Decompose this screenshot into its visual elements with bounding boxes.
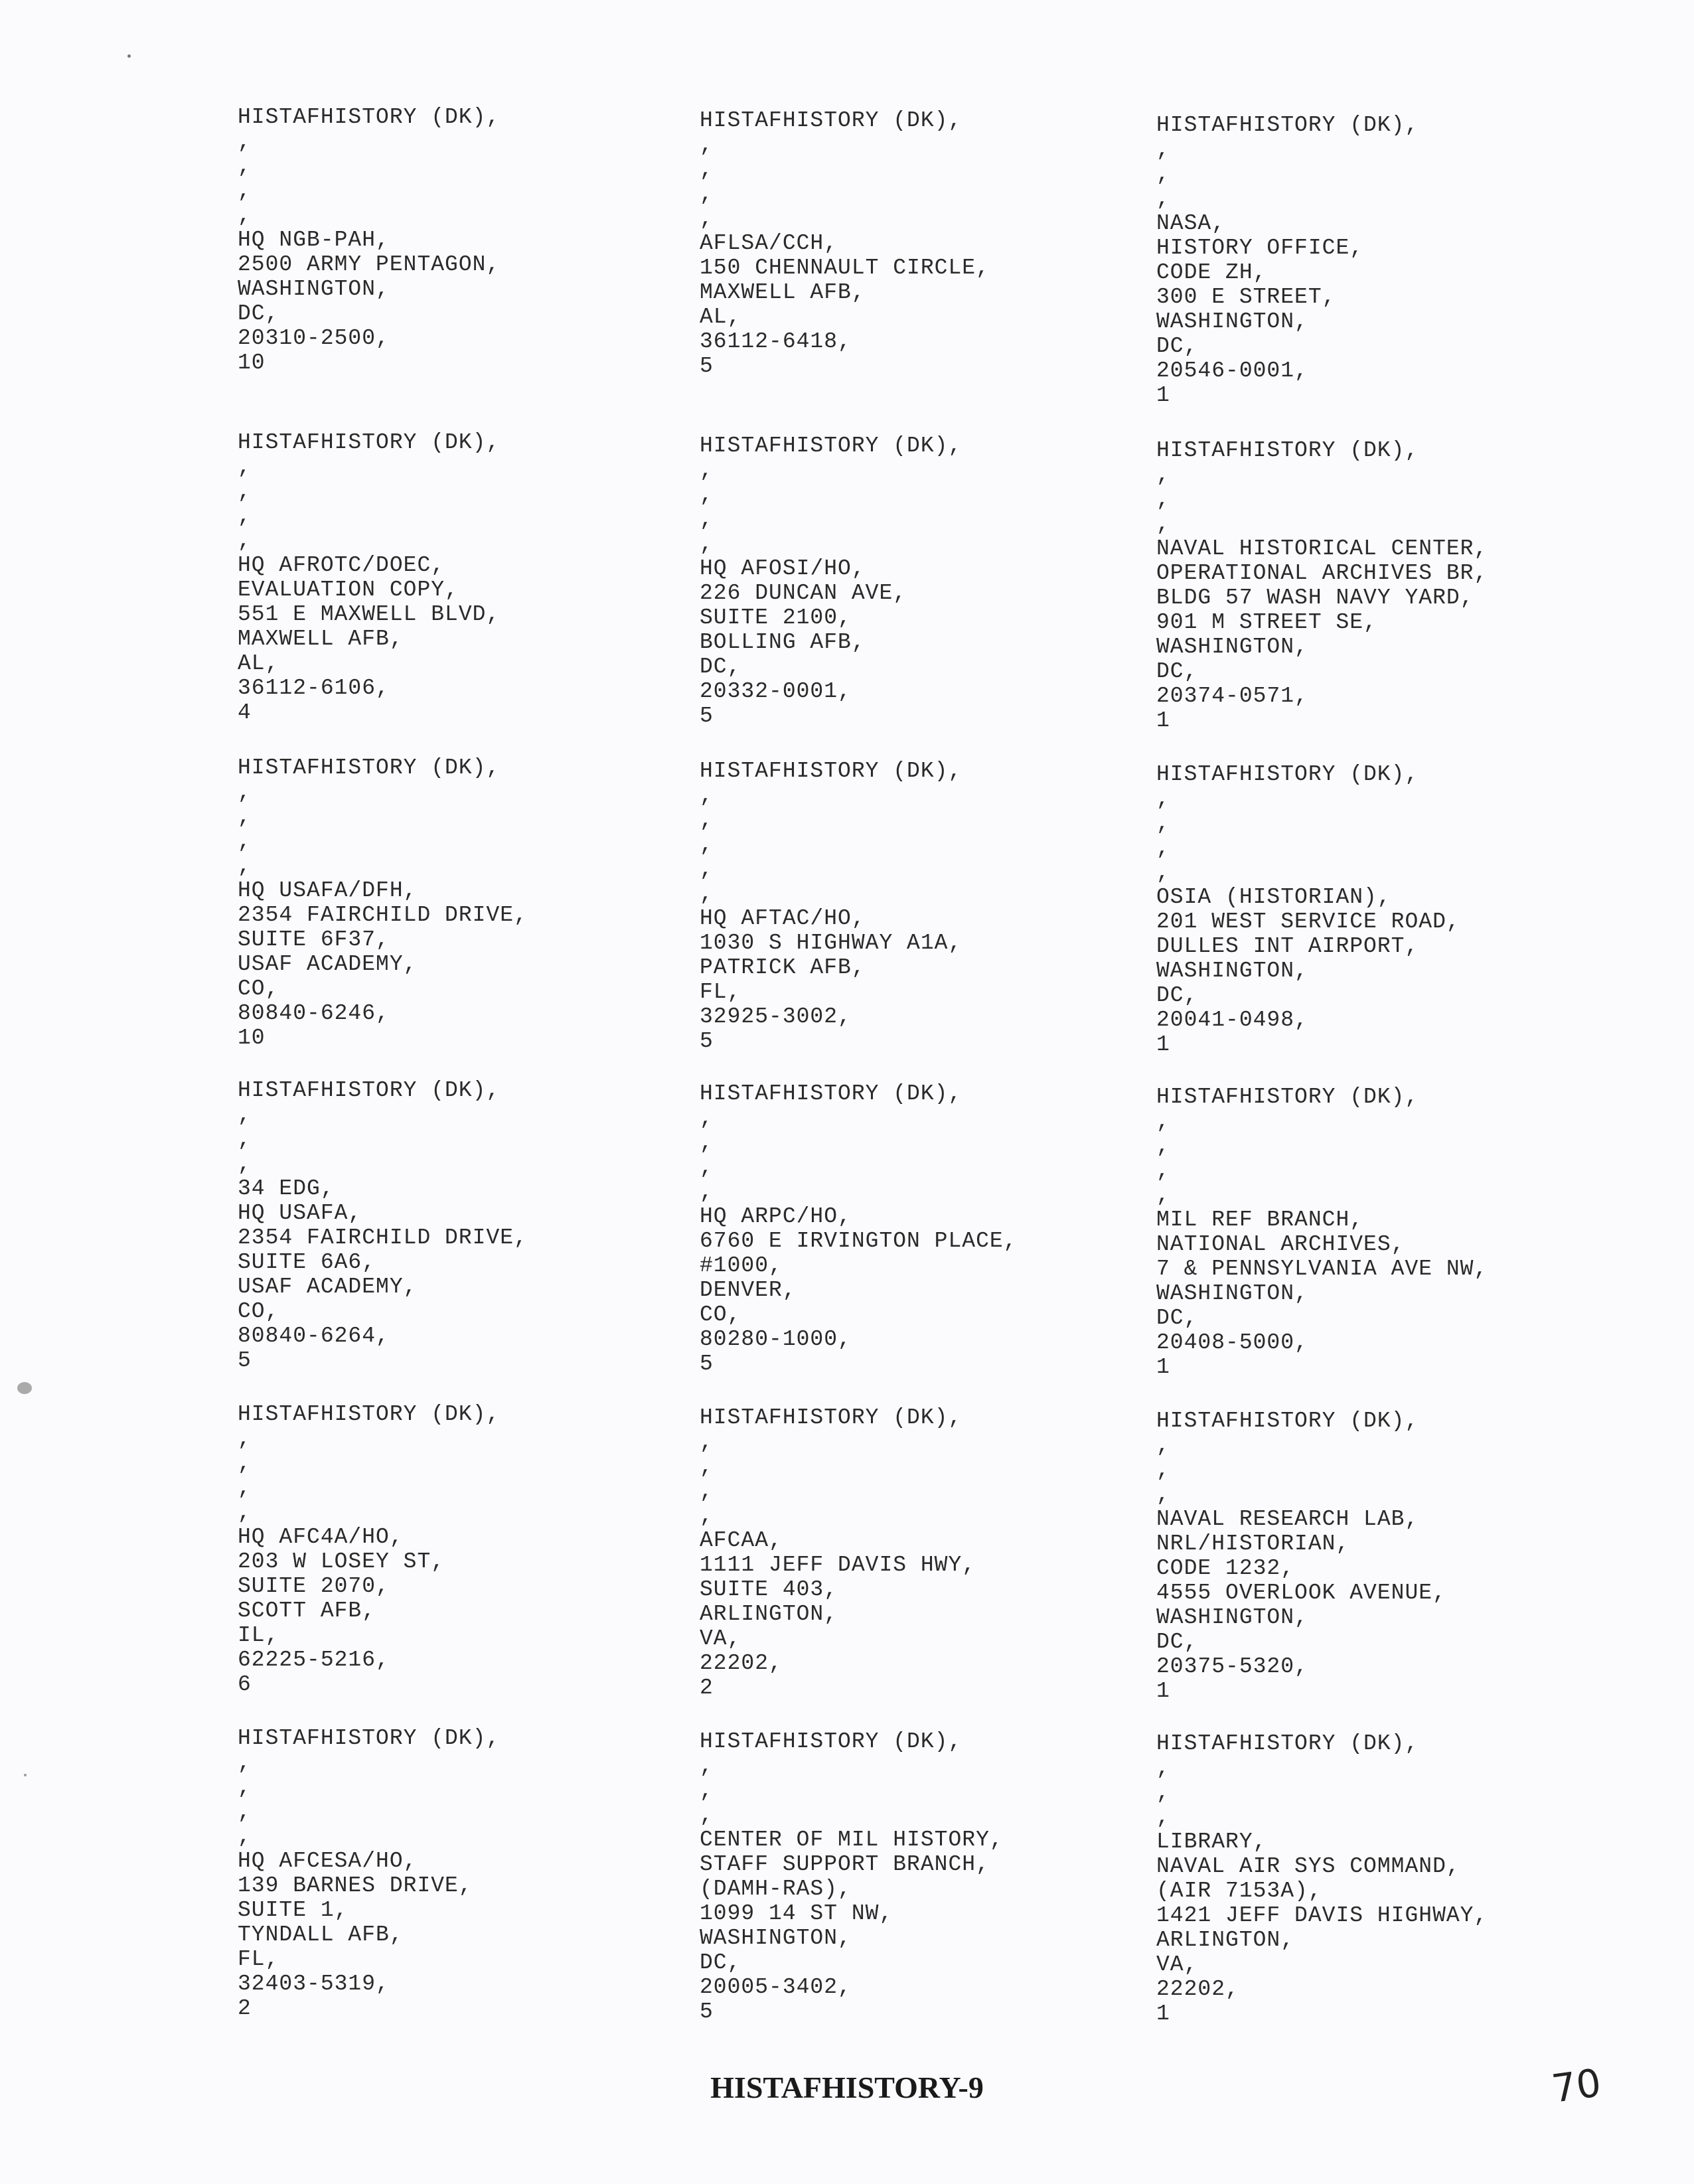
- address-line: DULLES INT AIRPORT,: [1156, 934, 1419, 959]
- address-line: 1: [1156, 708, 1170, 733]
- address-header: HISTAFHISTORY (DK),: [238, 1078, 501, 1103]
- address-line: 80840-6246,: [238, 1001, 390, 1026]
- address-block: [700, 108, 1164, 378]
- address-line: HQ AFOSI/HO,: [700, 556, 866, 581]
- address-line: 80280-1000,: [700, 1327, 852, 1352]
- address-line: ,: [238, 504, 252, 528]
- address-line: WASHINGTON,: [1156, 959, 1308, 983]
- address-line: 201 WEST SERVICE ROAD,: [1156, 909, 1460, 934]
- address-line: 80840-6264,: [238, 1324, 390, 1348]
- address-line: FL,: [238, 1947, 279, 1972]
- address-line: DC,: [1156, 1630, 1198, 1654]
- address-line: 1: [1156, 2001, 1170, 2026]
- address-header: HISTAFHISTORY (DK),: [700, 108, 963, 133]
- address-line: ,: [1156, 860, 1170, 885]
- address-line: 1111 JEFF DAVIS HWY,: [700, 1553, 976, 1577]
- address-line: ,: [700, 532, 714, 556]
- address-line: WASHINGTON,: [700, 1926, 852, 1950]
- address-line: 10: [238, 1026, 266, 1050]
- address-line: WASHINGTON,: [1156, 635, 1308, 659]
- address-line: ,: [238, 129, 252, 154]
- address-line: HQ AFTAC/HO,: [700, 906, 866, 931]
- address-header: HISTAFHISTORY (DK),: [700, 1081, 963, 1106]
- address-line: VA,: [1156, 1952, 1198, 1977]
- address-header: HISTAFHISTORY (DK),: [700, 433, 963, 458]
- address-line: NASA,: [1156, 211, 1226, 236]
- address-line: DC,: [1156, 983, 1198, 1008]
- address-line: ,: [1156, 1183, 1170, 1208]
- address-header: HISTAFHISTORY (DK),: [1156, 1731, 1419, 1756]
- address-line: 20041-0498,: [1156, 1008, 1308, 1032]
- address-line: MAXWELL AFB,: [700, 280, 866, 305]
- address-line: NRL/HISTORIAN,: [1156, 1531, 1350, 1556]
- address-block: [700, 1405, 1164, 1700]
- address-line: ,: [700, 1180, 714, 1204]
- address-line: 1030 S HIGHWAY A1A,: [700, 931, 963, 955]
- address-block: [238, 1402, 702, 1697]
- address-line: 300 E STREET,: [1156, 285, 1336, 309]
- address-line: DC,: [1156, 334, 1198, 358]
- address-line: ,: [700, 182, 714, 206]
- address-header: HISTAFHISTORY (DK),: [1156, 1409, 1419, 1433]
- address-block: [238, 105, 702, 375]
- address-line: 4555 OVERLOOK AVENUE,: [1156, 1581, 1446, 1605]
- address-line: EVALUATION COPY,: [238, 578, 459, 602]
- address-line: HQ USAFA/DFH,: [238, 878, 418, 903]
- address-header: HISTAFHISTORY (DK),: [1156, 438, 1419, 463]
- address-header: HISTAFHISTORY (DK),: [1156, 113, 1419, 137]
- address-header: HISTAFHISTORY (DK),: [238, 105, 501, 129]
- address-line: NAVAL RESEARCH LAB,: [1156, 1507, 1419, 1531]
- address-line: ,: [238, 528, 252, 553]
- address-line: USAF ACADEMY,: [238, 1275, 418, 1299]
- address-line: 5: [238, 1348, 252, 1373]
- address-line: VA,: [700, 1626, 741, 1651]
- address-line: ,: [1156, 187, 1170, 211]
- address-block: [700, 433, 1164, 728]
- address-line: HISTORY OFFICE,: [1156, 236, 1364, 260]
- address-line: SUITE 403,: [700, 1577, 838, 1602]
- address-line: HQ AFC4A/HO,: [238, 1525, 404, 1549]
- address-line: MAXWELL AFB,: [238, 627, 404, 651]
- address-line: WASHINGTON,: [238, 277, 390, 301]
- address-line: ,: [1156, 137, 1170, 162]
- address-line: WASHINGTON,: [1156, 1605, 1308, 1630]
- address-line: CENTER OF MIL HISTORY,: [700, 1828, 1004, 1852]
- address-line: ,: [700, 1155, 714, 1180]
- address-line: ,: [1156, 162, 1170, 187]
- address-block: [1156, 113, 1621, 408]
- address-line: DC,: [700, 655, 741, 679]
- address-line: ,: [1156, 836, 1170, 860]
- address-line: 20374-0571,: [1156, 684, 1308, 708]
- address-line: ,: [700, 882, 714, 906]
- address-line: HQ NGB-PAH,: [238, 228, 390, 252]
- address-line: NATIONAL ARCHIVES,: [1156, 1232, 1405, 1257]
- address-line: CO,: [700, 1302, 741, 1327]
- scan-speck: [24, 1774, 27, 1776]
- address-line: 34 EDG,: [238, 1176, 335, 1201]
- address-line: 2500 ARMY PENTAGON,: [238, 252, 501, 277]
- address-line: WASHINGTON,: [1156, 309, 1308, 334]
- address-line: ,: [700, 206, 714, 231]
- address-line: 2354 FAIRCHILD DRIVE,: [238, 1225, 528, 1250]
- address-line: 1421 JEFF DAVIS HIGHWAY,: [1156, 1903, 1488, 1928]
- address-line: SUITE 6F37,: [238, 927, 390, 952]
- address-line: ,: [700, 1454, 714, 1479]
- address-line: FL,: [700, 980, 741, 1004]
- address-line: ,: [1156, 1805, 1170, 1830]
- address-line: (DAMH-RAS),: [700, 1877, 852, 1901]
- address-line: 1099 14 ST NW,: [700, 1901, 893, 1926]
- address-block: [1156, 438, 1621, 733]
- address-line: ,: [238, 805, 252, 829]
- address-line: ,: [700, 832, 714, 857]
- address-line: 20408-5000,: [1156, 1330, 1308, 1355]
- address-line: ,: [238, 1751, 252, 1775]
- address-line: ,: [1156, 463, 1170, 487]
- address-line: 5: [700, 354, 714, 378]
- address-line: AFLSA/CCH,: [700, 231, 838, 256]
- address-line: ,: [1156, 487, 1170, 512]
- address-line: STAFF SUPPORT BRANCH,: [700, 1852, 990, 1877]
- address-line: ,: [700, 483, 714, 507]
- address-line: 22202,: [1156, 1977, 1239, 2001]
- address-line: 139 BARNES DRIVE,: [238, 1873, 473, 1898]
- address-line: ,: [700, 1504, 714, 1528]
- address-line: ,: [1156, 512, 1170, 536]
- address-line: ,: [238, 854, 252, 878]
- address-line: ,: [700, 857, 714, 882]
- address-line: ,: [1156, 1458, 1170, 1482]
- address-line: ,: [700, 1803, 714, 1828]
- address-line: 150 CHENNAULT CIRCLE,: [700, 256, 990, 280]
- address-line: 5: [700, 704, 714, 728]
- address-line: CO,: [238, 1299, 279, 1324]
- address-line: ,: [238, 1152, 252, 1176]
- address-line: ,: [1156, 811, 1170, 836]
- address-line: (AIR 7153A),: [1156, 1879, 1322, 1903]
- address-line: IL,: [238, 1623, 279, 1648]
- address-block: [238, 1078, 702, 1373]
- scan-speck: [17, 1382, 32, 1394]
- address-line: 20375-5320,: [1156, 1654, 1308, 1679]
- address-line: ,: [238, 780, 252, 805]
- address-block: [1156, 1731, 1621, 2026]
- address-line: 1: [1156, 1032, 1170, 1057]
- address-block: [238, 430, 702, 725]
- scan-speck: [127, 54, 131, 58]
- address-block: [1156, 1409, 1621, 1703]
- address-header: HISTAFHISTORY (DK),: [700, 759, 963, 783]
- address-line: 2: [238, 1996, 252, 2021]
- address-line: 5: [700, 1029, 714, 1053]
- address-line: ,: [700, 458, 714, 483]
- address-line: ,: [1156, 1158, 1170, 1183]
- address-line: ,: [238, 455, 252, 479]
- address-line: 1: [1156, 383, 1170, 408]
- address-line: OPERATIONAL ARCHIVES BR,: [1156, 561, 1488, 585]
- address-block: [238, 1726, 702, 2021]
- address-block: [700, 1729, 1164, 2024]
- address-line: ,: [238, 1476, 252, 1500]
- address-line: 5: [700, 1999, 714, 2024]
- address-line: 901 M STREET SE,: [1156, 610, 1377, 635]
- address-line: ,: [238, 1800, 252, 1824]
- address-line: 551 E MAXWELL BLVD,: [238, 602, 501, 627]
- address-line: ,: [700, 1479, 714, 1504]
- address-line: SUITE 2070,: [238, 1574, 390, 1599]
- address-line: SUITE 2100,: [700, 605, 852, 630]
- address-line: ,: [1156, 1134, 1170, 1158]
- address-line: ,: [1156, 1482, 1170, 1507]
- address-line: ,: [700, 1778, 714, 1803]
- address-line: DC,: [1156, 1306, 1198, 1330]
- address-line: 5: [700, 1352, 714, 1376]
- address-line: SUITE 1,: [238, 1898, 348, 1922]
- address-line: BOLLING AFB,: [700, 630, 866, 655]
- address-line: ,: [238, 154, 252, 179]
- address-line: ,: [238, 203, 252, 228]
- address-line: 20310-2500,: [238, 326, 390, 351]
- address-line: 36112-6418,: [700, 329, 852, 354]
- address-line: ,: [238, 829, 252, 854]
- address-line: 10: [238, 351, 266, 375]
- address-line: ,: [700, 808, 714, 832]
- address-line: ,: [700, 507, 714, 532]
- address-line: 226 DUNCAN AVE,: [700, 581, 907, 605]
- address-line: WASHINGTON,: [1156, 1281, 1308, 1306]
- address-line: DC,: [1156, 659, 1198, 684]
- address-block: [700, 1081, 1164, 1376]
- address-line: HQ ARPC/HO,: [700, 1204, 852, 1229]
- address-line: ,: [700, 783, 714, 808]
- address-line: 32925-3002,: [700, 1004, 852, 1029]
- address-line: ,: [238, 1103, 252, 1127]
- address-line: HQ USAFA,: [238, 1201, 362, 1225]
- address-line: ARLINGTON,: [700, 1602, 838, 1626]
- address-line: ,: [700, 157, 714, 182]
- page-footer-title: HISTAFHISTORY-9: [710, 2070, 984, 2104]
- address-line: SUITE 6A6,: [238, 1250, 376, 1275]
- address-line: 20005-3402,: [700, 1975, 852, 1999]
- address-line: DC,: [700, 1950, 741, 1975]
- address-line: #1000,: [700, 1253, 783, 1278]
- address-line: OSIA (HISTORIAN),: [1156, 885, 1391, 909]
- address-line: ,: [238, 1775, 252, 1800]
- address-line: CODE ZH,: [1156, 260, 1267, 285]
- address-line: 203 W LOSEY ST,: [238, 1549, 445, 1574]
- address-line: ,: [238, 1427, 252, 1451]
- address-line: ,: [700, 1131, 714, 1155]
- address-line: ,: [238, 1824, 252, 1849]
- address-line: 6: [238, 1672, 252, 1697]
- address-line: DENVER,: [700, 1278, 797, 1302]
- address-line: DC,: [238, 301, 279, 326]
- address-line: BLDG 57 WASH NAVY YARD,: [1156, 585, 1474, 610]
- address-line: ,: [1156, 1756, 1170, 1780]
- address-header: HISTAFHISTORY (DK),: [238, 1726, 501, 1751]
- address-line: ,: [700, 1106, 714, 1131]
- address-line: 7 & PENNSYLVANIA AVE NW,: [1156, 1257, 1488, 1281]
- address-line: ,: [700, 1754, 714, 1778]
- address-line: ,: [238, 1127, 252, 1152]
- address-line: HQ AFROTC/DOEC,: [238, 553, 445, 578]
- address-line: 32403-5319,: [238, 1972, 390, 1996]
- address-header: HISTAFHISTORY (DK),: [700, 1729, 963, 1754]
- address-line: ,: [238, 1451, 252, 1476]
- address-line: ,: [700, 1430, 714, 1454]
- address-line: 20332-0001,: [700, 679, 852, 704]
- address-line: 4: [238, 700, 252, 725]
- address-line: NAVAL AIR SYS COMMAND,: [1156, 1854, 1460, 1879]
- address-line: MIL REF BRANCH,: [1156, 1208, 1364, 1232]
- address-line: USAF ACADEMY,: [238, 952, 418, 976]
- address-line: CODE 1232,: [1156, 1556, 1295, 1581]
- address-line: LIBRARY,: [1156, 1830, 1267, 1854]
- address-line: NAVAL HISTORICAL CENTER,: [1156, 536, 1488, 561]
- address-line: TYNDALL AFB,: [238, 1922, 404, 1947]
- address-line: SCOTT AFB,: [238, 1599, 376, 1623]
- address-line: AFCAA,: [700, 1528, 783, 1553]
- address-header: HISTAFHISTORY (DK),: [238, 1402, 501, 1427]
- address-line: 2: [700, 1676, 714, 1700]
- address-header: HISTAFHISTORY (DK),: [1156, 762, 1419, 787]
- address-line: 22202,: [700, 1651, 783, 1676]
- address-line: 36112-6106,: [238, 676, 390, 700]
- address-line: 6760 E IRVINGTON PLACE,: [700, 1229, 1018, 1253]
- address-block: [700, 759, 1164, 1053]
- address-line: CO,: [238, 976, 279, 1001]
- address-line: AL,: [700, 305, 741, 329]
- address-block: [1156, 762, 1621, 1057]
- address-line: ARLINGTON,: [1156, 1928, 1295, 1952]
- address-header: HISTAFHISTORY (DK),: [1156, 1085, 1419, 1109]
- address-line: AL,: [238, 651, 279, 676]
- address-block: [238, 755, 702, 1050]
- address-line: ,: [238, 479, 252, 504]
- address-line: ,: [1156, 1433, 1170, 1458]
- address-line: ,: [1156, 1109, 1170, 1134]
- handwritten-page-number: 70: [1549, 2060, 1604, 2112]
- address-line: 62225-5216,: [238, 1648, 390, 1672]
- address-line: ,: [238, 179, 252, 203]
- address-line: ,: [1156, 787, 1170, 811]
- address-line: 1: [1156, 1355, 1170, 1379]
- address-line: HQ AFCESA/HO,: [238, 1849, 418, 1873]
- address-line: 2354 FAIRCHILD DRIVE,: [238, 903, 528, 927]
- address-block: [1156, 1085, 1621, 1379]
- address-line: 20546-0001,: [1156, 358, 1308, 383]
- address-line: ,: [700, 133, 714, 157]
- address-header: HISTAFHISTORY (DK),: [700, 1405, 963, 1430]
- address-line: ,: [1156, 1780, 1170, 1805]
- address-line: ,: [238, 1500, 252, 1525]
- address-header: HISTAFHISTORY (DK),: [238, 755, 501, 780]
- address-header: HISTAFHISTORY (DK),: [238, 430, 501, 455]
- address-line: 1: [1156, 1679, 1170, 1703]
- address-line: PATRICK AFB,: [700, 955, 866, 980]
